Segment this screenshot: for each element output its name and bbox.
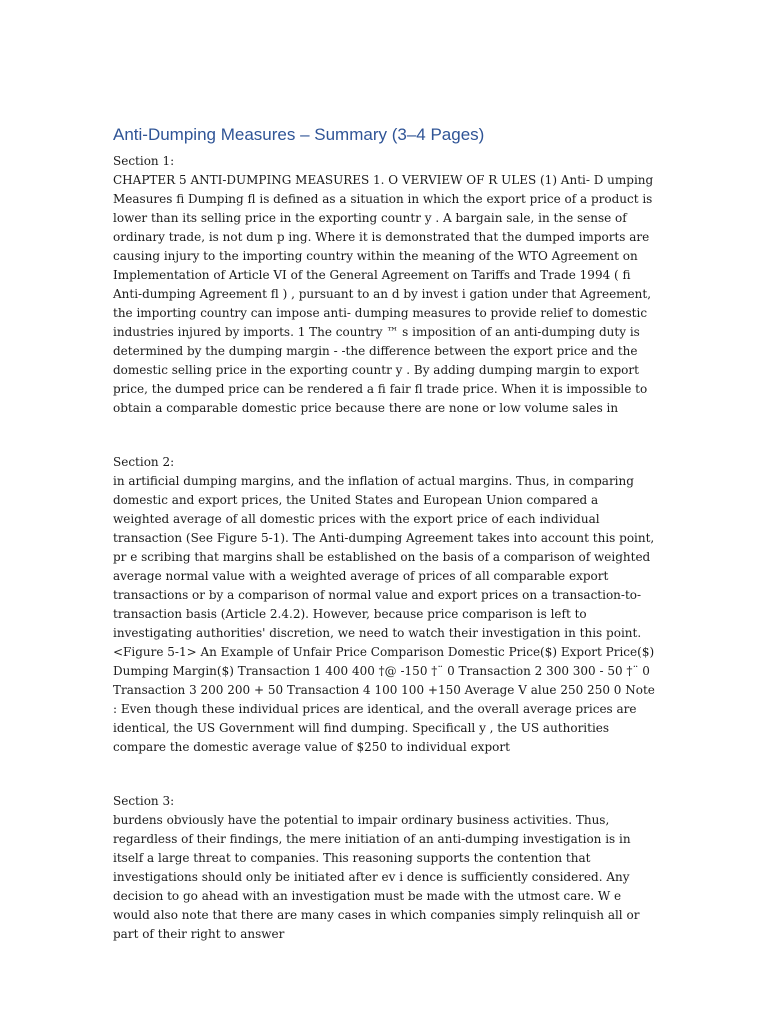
document-page: [113, 124, 658, 979]
section-3: [113, 792, 658, 944]
section-1: [113, 152, 658, 418]
section-body: in artificial dumping margins, and the inflation of actual margins. Thus, in comparing domestic and export prices, the United States and European Union compared a weighted average of all domestic prices with the export price of each individual transaction (See Figure 5-1). The Anti-dumping Agreement takes into account this point, pr e scribing that margins shall be established on the basis of a comparison of weighted average normal value with a weighted average of prices of all comparable export transactions or by a comparison of normal value and export prices on a transaction-to-transaction basis (Article 2.4.2). However, because price comparison is left to investigating authorities' discretion, we need to watch their investigation in this point. <Figure 5-1> An Example of Unfair Price Comparison Domestic Price($) Export Price($) Dumping Margin($) Transaction 1 400 400 †@ -150 †¨ 0 Transaction 2 300 300 - 50 †¨ 0 Transaction 3 200 200 + 50 Transaction 4 100 100 +150 Average V alue 250 250 0 Note : Even though these individual prices are identical, and the overall average prices are identical, the US Government will find dumping. Specificall y , the US authorities compare the domestic average value of $250 to individual export: [113, 474, 655, 754]
section-label: Section 1:: [113, 154, 175, 168]
section-body: CHAPTER 5 ANTI-DUMPING MEASURES 1. O VERVIEW OF R ULES (1) Anti- D umping Measures ﬁ Dumping ﬂ is defined as a situation in which the export price of a product is lower than its selling price in the exporting countr y . A bargain sale, in the sense of ordinary trade, is not dum p ing. Where it is demonstrated that the dumped imports are causing injury to the importing country within the meaning of the WTO Agreement on Implementation of Article VI of the General Agreement on Tariffs and Trade 1994 ( ﬁ Anti-dumping Agreement ﬂ ) , pursuant to an d by invest i gation under that Agreement, the importing country can impose anti- dumping measures to provide relief to domestic industries injured by imports. 1 The country ™ s imposition of an anti-dumping duty is determined by the dumping margin - -the difference between the export price and the domestic selling price in the exporting countr y . By adding dumping margin to export price, the dumped price can be rendered a ﬁ fair ﬂ trade price. When it is impossible to obtain a comparable domestic price because there are none or low volume sales in: [113, 173, 654, 415]
document-title: Anti-Dumping Measures – Summary (3–4 Pages): [113, 125, 485, 144]
section-body: burdens obviously have the potential to impair ordinary business activities. Thus, regardless of their findings, the mere initiation of an anti-dumping investigation is in itself a large threat to companies. This reasoning supports the contention that investigations should only be initiated after ev i dence is sufficiently considered. Any decision to go ahead with an investigation must be made with the utmost care. W e would also note that there are many cases in which companies simply relinquish all or part of their right to answer: [113, 813, 640, 941]
section-label: Section 2:: [113, 455, 175, 469]
section-2: [113, 453, 658, 757]
section-label: Section 3:: [113, 794, 175, 808]
